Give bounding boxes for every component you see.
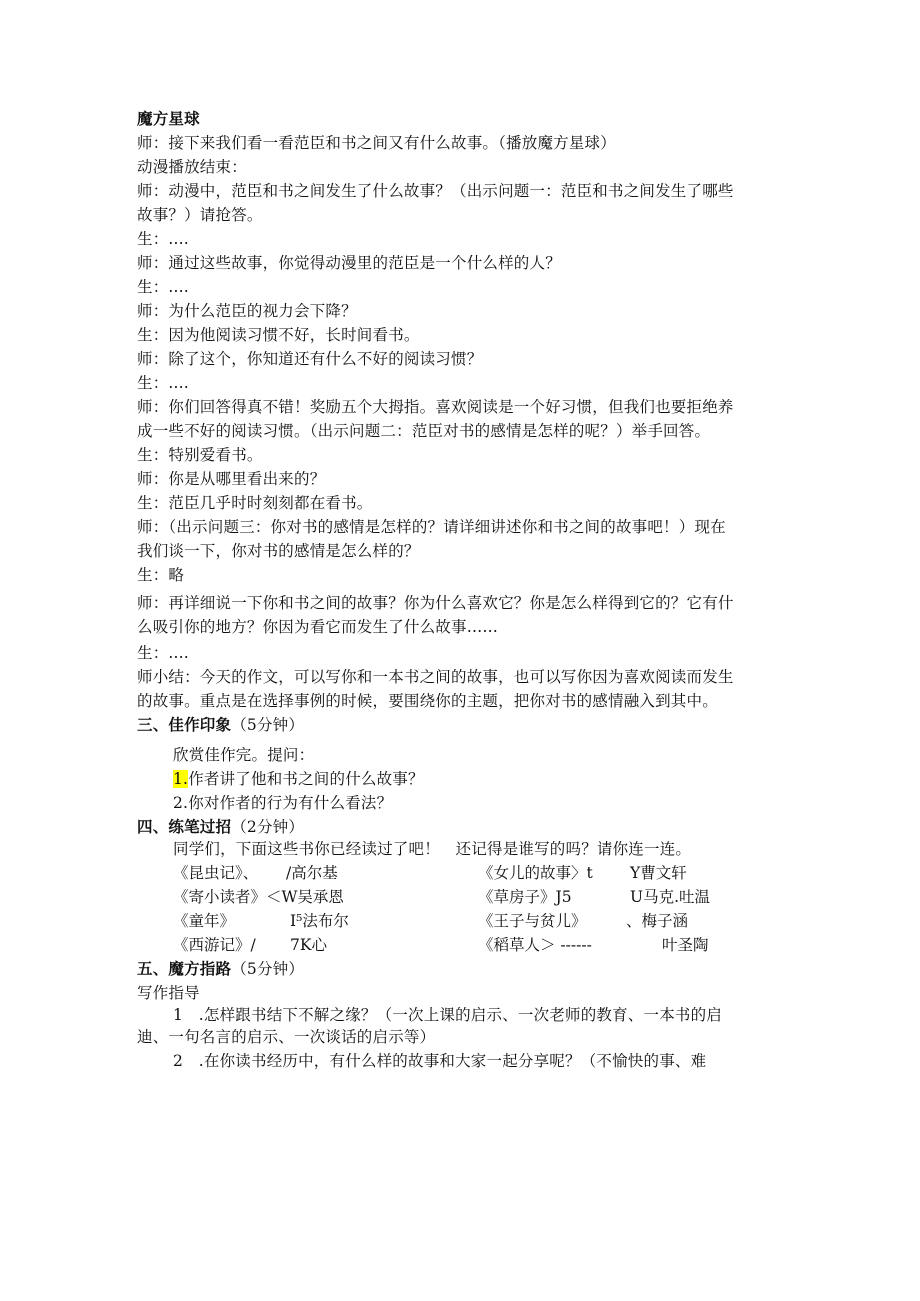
dialogue-line: 成一些不好的阅读习惯。（出示问题二：范臣对书的感情是怎样的呢？）举手回答。 bbox=[137, 422, 711, 440]
section4-heading-text: 四、练笔过招 bbox=[137, 818, 232, 836]
right-book: 《王子与贫儿》 bbox=[478, 912, 587, 930]
section4-intro: 同学们，下面这些书你已经读过了吧！ 还记得是谁写的吗？请你连一连。 bbox=[173, 840, 692, 858]
guide-item-1-continued: 迪、一句名言的启示、一次谈话的启示等） bbox=[137, 1028, 436, 1046]
section3-question-2: 2.你对作者的行为有什么看法？ bbox=[173, 794, 393, 812]
left-book: 《童年》 bbox=[173, 912, 236, 930]
section3-heading-text: 三、佳作印象 bbox=[137, 716, 232, 734]
left-author: /高尔基 bbox=[286, 864, 338, 882]
right-author: Y曹文轩 bbox=[630, 864, 687, 882]
highlighted-number: 1. bbox=[173, 770, 189, 788]
dialogue-line: 么吸引你的地方？你因为看它而发生了什么故事…… bbox=[137, 618, 499, 636]
section3-intro: 欣赏佳作完。提问： bbox=[173, 746, 315, 764]
section4-duration: （2分钟） bbox=[231, 818, 305, 836]
dialogue-line: 生：范臣几乎时时刻刻都在看书。 bbox=[137, 494, 373, 512]
section4-heading bbox=[137, 816, 304, 838]
section5-subheading: 写作指导 bbox=[137, 984, 200, 1002]
dialogue-line: 师小结：今天的作文，可以写你和一本书之间的故事，也可以写你因为喜欢阅读而发生 bbox=[137, 668, 734, 686]
guide-item-1: 1 .怎样跟书结下不解之缘？（一次上课的启示、一次老师的教育、一本书的启 bbox=[173, 1006, 722, 1024]
dialogue-line: 师：接下来我们看一看范臣和书之间又有什么故事。（播放魔方星球） bbox=[137, 134, 616, 152]
right-author: 、梅子涵 bbox=[626, 912, 689, 930]
dialogue-line: 生：.... bbox=[137, 230, 189, 248]
dialogue-line: 师：再详细说一下你和书之间的故事？你为什么喜欢它？你是怎么样得到它的？它有什 bbox=[137, 594, 734, 612]
dialogue-line: 动漫播放结束： bbox=[137, 158, 247, 176]
left-book: 《昆虫记》、 bbox=[173, 864, 259, 882]
section5-heading bbox=[137, 958, 304, 980]
dialogue-line: 我们谈一下，你对书的感情是怎么样的？ bbox=[137, 542, 420, 560]
section5-heading-text: 五、魔方指路 bbox=[137, 960, 232, 978]
right-author: U马克.吐温 bbox=[630, 888, 710, 906]
dialogue-line: 生：略 bbox=[137, 566, 185, 584]
dialogue-line: 生：.... bbox=[137, 644, 189, 662]
section5-duration: （5分钟） bbox=[231, 960, 305, 978]
dialogue-line: 故事？）请抢答。 bbox=[137, 206, 263, 224]
left-author: I⁵法布尔 bbox=[290, 912, 349, 930]
dialogue-line: 生：因为他阅读习惯不好，长时间看书。 bbox=[137, 326, 420, 344]
dialogue-line: 师：（出示问题三：你对书的感情是怎样的？请详细讲述你和书之间的故事吧！）现在 bbox=[137, 518, 726, 536]
dialogue-line: 师：你是从哪里看出来的？ bbox=[137, 470, 326, 488]
section-title: 魔方星球 bbox=[137, 110, 200, 128]
left-book: 《西游记》/ bbox=[173, 936, 256, 954]
dialogue-line: 师：为什么范臣的视力会下降？ bbox=[137, 302, 357, 320]
dialogue-line: 师：你们回答得真不错！奖励五个大拇指。喜欢阅读是一个好习惯，但我们也要拒绝养 bbox=[137, 398, 734, 416]
section3-heading bbox=[137, 714, 304, 736]
dialogue-line: 师：动漫中，范臣和书之间发生了什么故事？（出示问题一：范臣和书之间发生了哪些 bbox=[137, 182, 734, 200]
right-author: 叶圣陶 bbox=[662, 936, 709, 954]
right-book: 《稻草人＞ ------ bbox=[478, 936, 592, 954]
dialogue-line: 生：.... bbox=[137, 374, 189, 392]
left-author: 7K心 bbox=[290, 936, 327, 954]
question-1-text: 作者讲了他和书之间的什么故事？ bbox=[188, 770, 424, 788]
dialogue-line: 师：除了这个，你知道还有什么不好的阅读习惯？ bbox=[137, 350, 483, 368]
dialogue-line: 生：特别爱看书。 bbox=[137, 446, 263, 464]
right-book: 《女儿的故事〉t bbox=[478, 864, 593, 882]
right-book: 《草房子》J5 bbox=[478, 888, 572, 906]
guide-item-2: 2 .在你读书经历中，有什么样的故事和大家一起分享呢？（不愉快的事、难 bbox=[173, 1052, 707, 1070]
dialogue-line: 的故事。重点是在选择事例的时候，要围绕你的主题，把你对书的感情融入到其中。 bbox=[137, 692, 718, 710]
section3-duration: （5分钟） bbox=[231, 716, 305, 734]
dialogue-line: 生：.... bbox=[137, 278, 189, 296]
dialogue-line: 师：通过这些故事，你觉得动漫里的范臣是一个什么样的人？ bbox=[137, 254, 561, 272]
left-book: 《寄小读者》＜W吴承恩 bbox=[173, 888, 344, 906]
section3-question-1 bbox=[173, 768, 424, 790]
